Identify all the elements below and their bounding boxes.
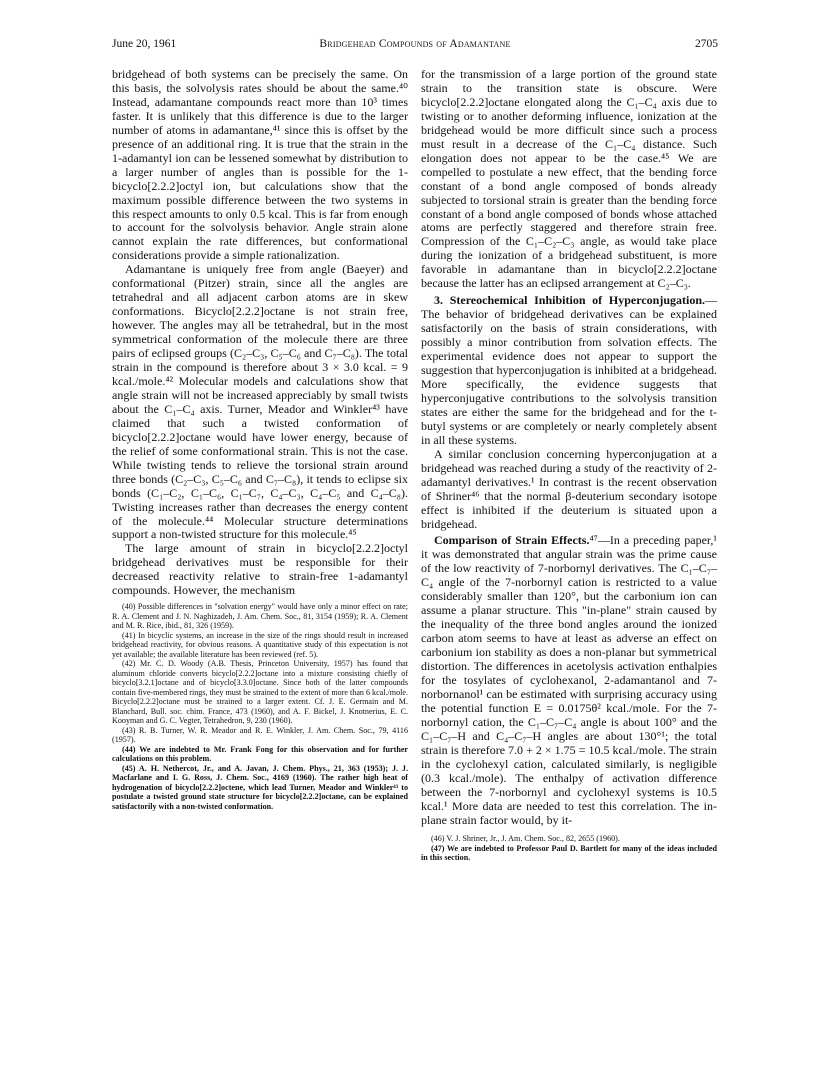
journal-date: June 20, 1961 <box>112 38 177 50</box>
left-paragraph-3: The large amount of strain in bicyclo[2.2.2]octyl bridgehead derivatives must be responsible for their decreased reactivity relative to strain-free 1-adamantyl compounds. However, the mechanism <box>112 541 408 598</box>
footnote-46: (46) V. J. Shriner, Jr., J. Am. Chem. Soc., 82, 2655 (1960). <box>431 834 620 844</box>
left-paragraph-1: bridgehead of both systems can be precisely the same. On this basis, the solvolysis rates should be about the same.⁴⁰ Instead, adamantane compounds react more than 10³ times faster. It is unlikely that this difference is due to the larger number of atoms in adamantane,⁴¹ since this is offset by the presence of an additional ring. It is true that the strain in the 1-adamantyl ion can be lessened somewhat by distribution to a larger number of angles than is possible for the 1-bicyclo[2.2.2]octyl ion, but calculations show that the maximum possible difference between the two systems in this respect amounts to only 0.5 kcal. This is far from enough to account for the solvolysis behavior. Angle strain alone cannot explain the rate differences, but conformational considerations provide a simple rationalization. <box>112 67 408 263</box>
section-4-paragraph <box>421 534 717 827</box>
footnote-42: (42) Mr. C. D. Woody (A.B. Thesis, Princeton University, 1957) has found that aluminum chloride converts bicyclo[2.2.2]octane into a mixture consisting chiefly of bicyclo[3.2.1]octane and of bicyclo[3.3.0]octane. Since both of the latter compounds contain five-membered rings, they must be strained to the extent of more than 6 kcal./mole. Bicyclo[2.2.2]octane must be strained to a larger extent. Cf. J. E. Germain and M. Blanchard, Bull. soc. chim. France, 473 (1960), and A. F. Bickel, J. Knotnerius, E. C. Kooyman and G. C. Vegter, Tetrahedron, 9, 230 (1960). <box>112 659 409 726</box>
section-3-paragraph <box>421 294 717 447</box>
footnote-40: (40) Possible differences in "solvation energy" would have only a minor effect on rate; R. A. Clement and J. N. Naghizadeh, J. Am. Chem. Soc., 81, 3154 (1959); R. A. Clement and M. R. Rice, ibid., 81, 326 (1959). <box>112 602 408 631</box>
section-4-body: ⁴⁷—In a preceding paper,¹ it was demonstrated that angular strain was the prime cause of the low reactivity of 7-norbornyl derivatives. The C₁–C₇–C₄ angle of the 7-norbornyl cation is restricted to a value considerably smaller than 120°, but the carbonium ion can assume a planar structure. This "in-plane" strain caused by the inequality of the three bond angles around the ionized carbon atom seems to have at least as adverse an effect on carbonium ion stability as does a non-planar but symmetrical distortion. The differences in acetolysis activation enthalpies for the tosylates of cyclohexanol, 2-adamantanol and 7-norbornanol¹ can be estimated with surprising accuracy using the potential function E = 0.0175θ² kcal./mole. For the 7-norbornyl cation, the C₁–C₇–C₄ angle is about 100° and the C₁–C₇–H and C₄–C₇–H angles are about 130°¹; the total strain is therefore 7.0 + 2 × 1.75 = 10.5 kcal./mole. The strain in the cyclohexyl cation, calculated similarly, is negligible (0.3 kcal./mole). The enthalpy of activation difference between the 7-norbornyl and cyclohexyl systems is 10.5 kcal.¹ More data are needed to test this correlation. The in-plane strain factor would, by it- <box>421 533 718 827</box>
section-3-body: —The behavior of bridgehead derivatives can be explained satisfactorily on the basis of strain considerations, with possibly a minor contribution from solvation effects. The experimental evidence does not appear to support the suggestion that hyperconjugation is inhibited at a bridgehead. More specifically, the evidence suggests that hyperconjugative contributions to the solvolysis transition states are either the same for the bridgehead and for the t-butyl systems or are completely or nearly completely absent in all these systems. <box>421 293 717 447</box>
footnote-47: (47) We are indebted to Professor Paul D. Bartlett for many of the ideas included in this section. <box>421 843 717 863</box>
left-column <box>112 68 408 811</box>
footnote-44: (44) We are indebted to Mr. Frank Fong for this observation and for further calculations on this problem. <box>112 744 408 764</box>
section-3-heading: 3. Stereochemical Inhibition of Hyperconjugation. <box>434 293 705 308</box>
section-4-heading: Comparison of Strain Effects. <box>434 533 590 548</box>
running-title: Bridgehead Compounds of Adamantane <box>319 38 511 50</box>
right-column <box>421 68 717 863</box>
footnote-45: (45) A. H. Nethercot, Jr., and A. Javan, J. Chem. Phys., 21, 363 (1953); J. J. Macfarlane and I. G. Ross, J. Chem. Soc., 4169 (1960). The rather high heat of hydrogenation of bicyclo[2.2.2]octene, which lead Turner, Meador and Winkler⁴³ to postulate a twisted ground state structure for bicyclo[2.2.2]octane, can be explained satisfactorily with a non-twisted conformation. <box>112 763 408 811</box>
footnote-43: (43) R. B. Turner, W. R. Meador and R. E. Winkler, J. Am. Chem. Soc., 79, 4116 (1957). <box>112 725 408 745</box>
page-number: 2705 <box>695 38 718 50</box>
footnote-41: (41) In bicyclic systems, an increase in the size of the rings should result in increased bridgehead reactivity, for obvious reasons. A quantitative study of this expectation is not yet available; the available literature has been reviewed (ref. 5). <box>112 630 408 659</box>
right-paragraph-1: for the transmission of a large portion of the ground state strain to the transition state is obscure. Were bicyclo[2.2.2]octane elongated along the C₁–C₄ axis due to twisting or to another deforming influence, ionization at the bridgehead would be more difficult since such a process must result in a decrease of the C₁–C₄ distance. Such elongation does not appear to be the case.⁴⁵ We are compelled to postulate a new effect, that the bending force constant of a bond angle composed of bonds already subjected to torsional strain is greater than the bending force constant of a bond angle composed of bonds whose attached atoms are perfectly staggered and therefore strain free. Compression of the C₁–C₂–C₃ angle, as would take place during the ionization of a bridgehead substituent, is more favorable in adamantane than in bicyclo[2.2.2]octane because the latter has an eclipsed arrangement at C₂–C₃. <box>421 67 717 291</box>
left-paragraph-2: Adamantane is uniquely free from angle (Baeyer) and conformational (Pitzer) strain, since all the angles are tetrahedral and all adjacent carbon atoms are in skew conformations. Bicyclo[2.2.2]octane is not strain free, however. The angles may all be tetrahedral, but in the most symmetrical conformation of the molecule there are three pairs of eclipsed groups (C₂–C₃, C₅–C₆ and C₇–C₈). The total strain in the compound is therefore about 3 × 3.0 kcal. = 9 kcal./mole.⁴² Molecular models and calculations show that angle strain will not be increased appreciably by small twists about the C₁–C₄ axis. Turner, Meador and Winkler⁴³ have claimed that such a twisted conformation of bicyclo[2.2.2]octane would have lower energy, because of the relief of some conformational strain. This is not the case. While twisting tends to relieve the torsional strain around three bonds (C₂–C₃, C₅–C₆ and C₇–C₈), it tends to eclipse six bonds (C₁–C₂, C₁–C₆, C₁–C₇, C₄–C₃, C₄–C₅ and C₄–C₈). Twisting increases rather than decreases the energy content of the molecule.⁴⁴ Molecular structure determinations support a non-twisted structure for this molecule.⁴⁵ <box>112 262 408 542</box>
page-header <box>112 38 718 54</box>
right-paragraph-3: A similar conclusion concerning hyperconjugation at a bridgehead was reached during a study of the reactivity of 2-adamantyl derivatives.¹ In contrast is the recent observation of Shriner⁴⁶ that the normal β-deuterium secondary isotope effect is inhibited if the deuterium is situated upon a bridgehead. <box>421 446 717 531</box>
